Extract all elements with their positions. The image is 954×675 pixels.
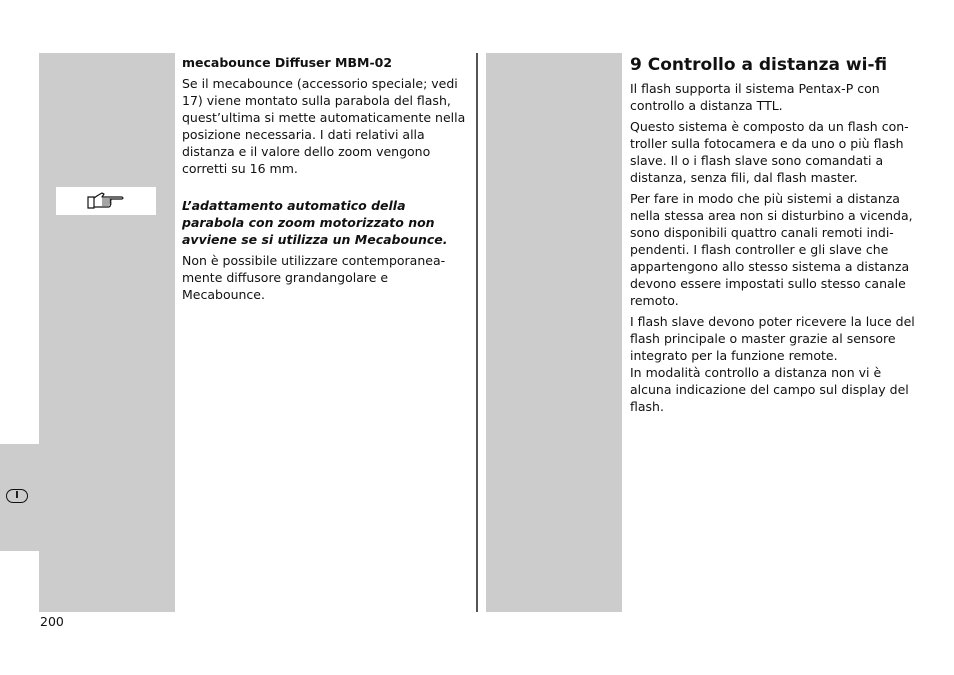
column-divider (476, 53, 478, 612)
sensor-paragraph: I flash slave devono poter ricevere la luce del flash principale o master grazie al sensore integrato per la funzione remote. (630, 314, 915, 363)
left-margin-bar (39, 53, 175, 612)
pointing-hand-icon (86, 191, 126, 211)
language-badge: I (6, 489, 28, 503)
section-subheading: mecabounce Diffuser MBM-02 (182, 55, 393, 70)
right-margin-bar (486, 53, 622, 612)
page-number: 200 (40, 614, 64, 629)
left-column (182, 54, 467, 307)
right-column (630, 54, 920, 419)
channels-paragraph: Per fare in modo che più sistemi a distanza nella stessa area non si disturbino a vicenda, sono disponibili quattro canali remoti indi-pendenti. I flash controller e gli slave che appartengono allo stesso sistema a distanza devono essere impostati sullo stesso canale remoto. (630, 191, 913, 308)
mecabounce-paragraph: Se il mecabounce (accessorio speciale; vedi 17) viene montato sulla parabola del flash, quest’ultima si mette automaticamente nella posizione necessaria. I dati relativi alla distanza e il valore dello zoom vengono corretti su 16 mm. (182, 76, 466, 176)
system-paragraph: Questo sistema è composto da un flash con-troller sulla fotocamera e da uno o più flash slave. Il o i flash slave sono comandati a distanza, senza fili, dal flash master. (630, 119, 909, 185)
intro-paragraph: Il flash supporta il sistema Pentax-P con controllo a distanza TTL. (630, 81, 880, 113)
warning-paragraph: Non è possibile utilizzare contemporanea-mente diffusore grandangolare e Mecabounce. (182, 253, 446, 302)
note-paragraph: L’adattamento automatico della parabola con zoom motorizzato non avviene se si utilizza un Mecabounce. (182, 198, 448, 247)
section-heading: 9 Controllo a distanza wi-fi (630, 55, 888, 75)
display-paragraph: In modalità controllo a distanza non vi è alcuna indicazione del campo sul display del flash. (630, 365, 909, 414)
note-icon-box (56, 187, 156, 215)
